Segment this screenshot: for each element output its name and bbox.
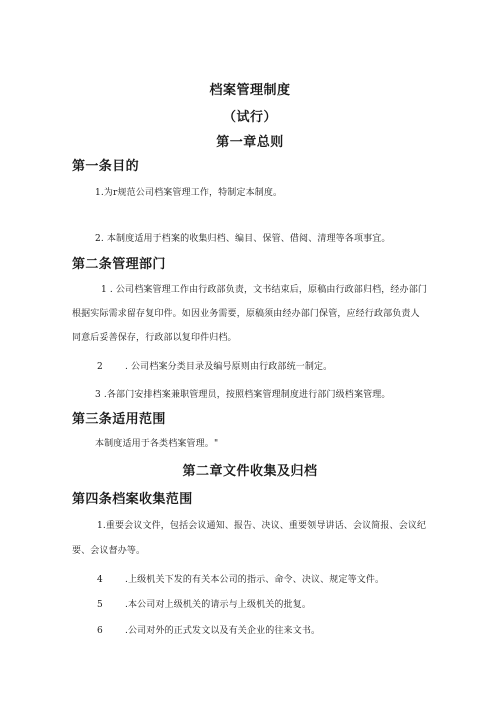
item-number: 4 [97,575,103,585]
document-subtitle: （试行） [222,110,277,125]
article-1-heading: 第一条目的 [72,159,140,174]
article-4-item-6 [97,623,320,636]
item-number: 5 [97,600,103,610]
document-title: 档案管理制度 [209,83,291,98]
article-2-paragraph-1-line-2: 根据实际需求留存复印件。如因业务需要，原稿须由经办部门保管，应经行政部负责人 [72,309,420,319]
article-2-heading: 第二条管理部门 [72,257,166,272]
article-1-paragraph-1: 1.为r规范公司档案管理工作，特制定本制度。 [95,188,283,198]
article-1-paragraph-2: 2. 本制度适用于档案的收集归档、编目、保管、借阅、清理等各项事宜。 [95,234,391,244]
article-4-item-4 [97,572,384,585]
article-2-paragraph-3: 3 .各部门安排档案兼职管理员，按照档案管理制度进行部门级档案管理。 [95,390,391,400]
article-3-heading: 第三条适用范围 [72,412,166,427]
item-number: 6 [97,626,103,636]
article-4-paragraph-1-line-2: 要、会议督办等。 [72,546,146,556]
item-text: .公司对外的正式发文以及有关企业的往来文书。 [125,626,321,636]
article-3-paragraph-1: 本制度适用于各类档案管理。" [95,439,219,449]
item-text: . 公司档案分类目录及编号原则由行政部统一制定。 [125,362,333,372]
article-2-paragraph-1-line-1: 1 . 公司档案管理工作由行政部负责，文书结束后，原稿由行政部归档，经办部门 [101,285,428,295]
article-4-heading: 第四条档案收集范围 [72,492,193,507]
chapter-1-heading: 第一章总则 [216,135,284,150]
article-4-item-5 [97,597,311,610]
item-text: .本公司对上级机关的请示与上级机关的批复。 [125,600,312,610]
article-4-paragraph-1-line-1: 1.重要会议文件，包括会议通知、报告、决议、重要领导讲话、会议简报、会议纪 [97,521,427,531]
item-number: 2 [97,362,103,372]
item-text: .上级机关下发的有关本公司的指示、命令、决议、规定等文件。 [125,575,385,585]
chapter-2-heading: 第二章文件收集及归档 [182,464,318,479]
article-2-paragraph-1-line-3: 同意后妥善保存，行政部以复印件归档。 [72,333,237,343]
article-2-paragraph-2 [97,359,332,372]
